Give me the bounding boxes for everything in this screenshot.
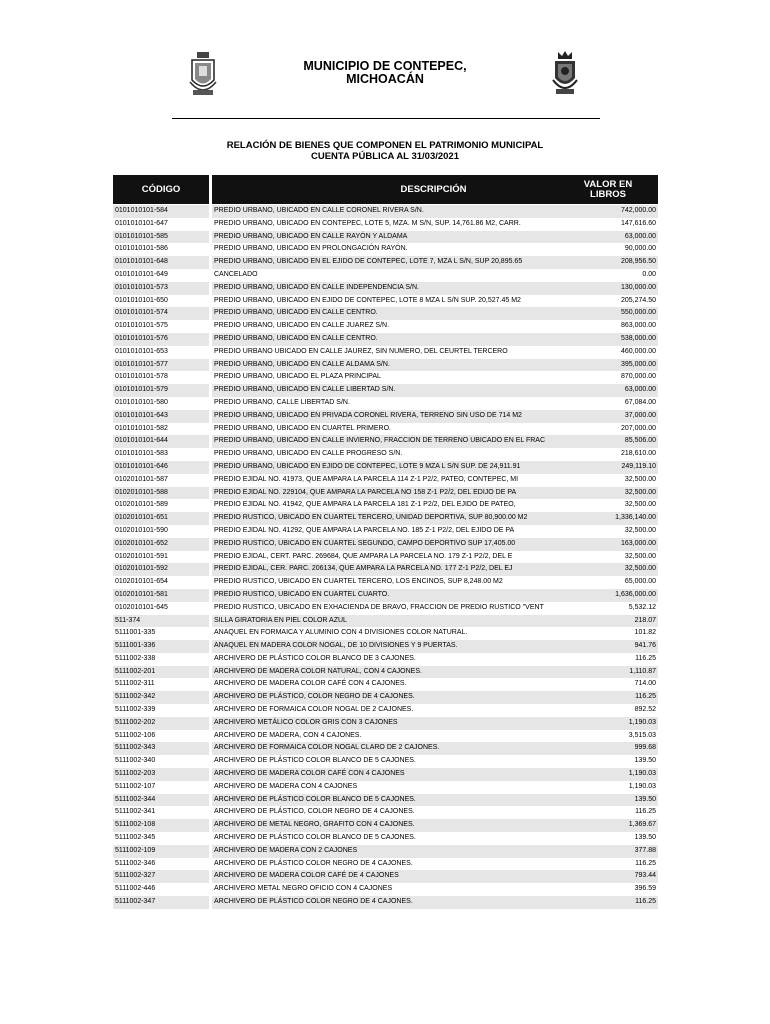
table-row: [113, 602, 658, 615]
row-code: 5111002-347: [113, 896, 209, 909]
table-row: [113, 576, 658, 589]
table-row: [113, 551, 658, 564]
row-code: 0101010101-586: [115, 245, 168, 253]
table-row: [113, 218, 658, 231]
row-code: 0102010101-652: [113, 538, 209, 551]
row-value: 67,084.00: [624, 398, 656, 406]
row-code: 5111002-108: [113, 819, 209, 832]
row-value: 32,500.00: [624, 501, 656, 509]
row-code: 5111002-107: [115, 782, 156, 790]
row-code: 5111001-335: [115, 629, 156, 637]
row-description: PREDIO URBANO, UBICADO EN CALLE RAYÓN Y ALDAMA: [212, 231, 655, 244]
row-code: 0102010101-591: [115, 552, 168, 560]
document-header: [0, 0, 770, 130]
table-row: [113, 525, 658, 538]
row-value: 32,500.00: [624, 475, 656, 483]
row-description: PREDIO URBANO, UBICADO EN CALLE JUAREZ S/N.: [214, 322, 390, 330]
row-description: ARCHIVERO DE MADERA COLOR CAFÉ CON 4 CAJONES.: [214, 680, 407, 688]
row-description: ARCHIVERO DE PLÁSTICO COLOR NEGRO DE 4 CAJONES.: [214, 859, 413, 867]
row-description: ARCHIVERO METÁLICO COLOR GRIS CON 3 CAJONES: [212, 717, 655, 730]
row-value: 63,000.00: [558, 384, 658, 397]
row-value: 116.25: [558, 896, 658, 909]
table-row: [113, 781, 658, 794]
row-code: 0101010101-583: [115, 450, 168, 458]
title-line-2: MICHOACÁN: [346, 72, 424, 86]
row-code: 0101010101-653: [115, 347, 168, 355]
subtitle-line-2: CUENTA PÚBLICA AL 31/03/2021: [311, 151, 459, 162]
table-body: [113, 205, 658, 909]
table-row: [113, 448, 658, 461]
table-row: [113, 410, 658, 423]
row-code: 5111002-342: [113, 691, 209, 704]
row-description: PREDIO URBANO, UBICADO EN CALLE CENTRO.: [212, 307, 655, 320]
column-header-value: [558, 175, 658, 204]
row-code: 0102010101-645: [115, 603, 168, 611]
row-description: ARCHIVERO DE MADERA, CON 4 CAJONES.: [214, 731, 362, 739]
table-row: [113, 730, 658, 743]
row-code: 511-374: [113, 615, 209, 628]
table-row: [113, 653, 658, 666]
row-value: 1,190.03: [628, 782, 656, 790]
row-value: 377.88: [558, 845, 658, 858]
row-value: 32,500.00: [558, 487, 658, 500]
row-code: 0101010101-643: [113, 410, 209, 423]
row-code: 5111002-109: [113, 845, 209, 858]
row-value: 37,000.00: [558, 410, 658, 423]
row-code: 0101010101-576: [113, 333, 209, 346]
table-row: [113, 435, 658, 448]
table-row: [113, 640, 658, 653]
row-code: 5111002-203: [113, 768, 209, 781]
row-code: 0101010101-575: [115, 322, 168, 330]
table-row: [113, 359, 658, 372]
table-row: [113, 806, 658, 819]
row-code: 5111002-346: [115, 859, 156, 867]
subtitle-line-1: RELACIÓN DE BIENES QUE COMPONEN EL PATRIMONIO MUNICIPAL: [226, 140, 544, 151]
row-value: 395,000.00: [558, 359, 658, 372]
row-description: ARCHIVERO DE PLÁSTICO COLOR BLANCO DE 3 CAJONES.: [214, 654, 416, 662]
row-code: 5111002-338: [115, 654, 156, 662]
row-code: 0101010101-644: [113, 435, 209, 448]
row-code: 0101010101-579: [113, 384, 209, 397]
row-description: ARCHIVERO DE PLÁSTICO COLOR BLANCO DE 5 CAJONES.: [214, 757, 416, 765]
row-description: CANCELADO: [214, 270, 258, 278]
row-code: 0101010101-582: [115, 424, 168, 432]
table-row: [113, 845, 658, 858]
row-code: 0102010101-592: [113, 563, 209, 576]
row-code: 0101010101-580: [115, 398, 168, 406]
row-value: 1,369.67: [558, 819, 658, 832]
row-description: ARCHIVERO DE PLÁSTICO, COLOR NEGRO DE 4 CAJONES.: [214, 808, 415, 816]
row-value: 538,000.00: [558, 333, 658, 346]
row-description: ARCHIVERO DE PLÁSTICO, COLOR NEGRO DE 4 CAJONES.: [212, 691, 655, 704]
table-row: [113, 243, 658, 256]
column-header-value-line-1: VALOR EN: [583, 178, 633, 190]
row-value: 65,000.00: [624, 578, 656, 586]
row-value: 460,000.00: [620, 347, 656, 355]
row-code: 5111002-339: [115, 706, 156, 714]
row-value: 218.07: [558, 615, 658, 628]
table-row: [113, 589, 658, 602]
row-description: ARCHIVERO DE PLÁSTICO COLOR BLANCO DE 5 CAJONES.: [212, 794, 655, 807]
row-code: 0101010101-585: [113, 231, 209, 244]
assets-table: [113, 175, 658, 909]
row-description: PREDIO URBANO, UBICADO EN PROLONGACIÓN RAYÓN.: [214, 245, 408, 253]
row-description: ANAQUEL EN FORMAICA Y ALUMINIO CON 4 DIVISIONES COLOR NATURAL.: [214, 629, 468, 637]
table-row: [113, 832, 658, 845]
table-row: [113, 461, 658, 474]
row-description: PREDIO EJIDAL NO. 41942, QUE AMPARA LA PARCELA 181 Z-1 P2/2, DEL EJIDO DE PATEO,: [214, 501, 516, 509]
row-code: 0101010101-646: [113, 461, 209, 474]
row-code: 0101010101-578: [115, 373, 168, 381]
table-row: [113, 320, 658, 333]
row-description: PREDIO URBANO, UBICADO EN CALLE PROGRESO S/N.: [214, 450, 403, 458]
row-description: ARCHIVERO DE FORMAICA COLOR NOGAL DE 2 CAJONES.: [214, 706, 414, 714]
row-value: 1,190.03: [558, 717, 658, 730]
row-value: 207,000.00: [620, 424, 656, 432]
table-row: [113, 397, 658, 410]
table-row: [113, 768, 658, 781]
row-code: 0102010101-581: [113, 589, 209, 602]
row-value: 1,190.03: [558, 768, 658, 781]
table-row: [113, 666, 658, 679]
row-description: PREDIO URBANO, UBICADO EN CALLE CENTRO.: [212, 333, 655, 346]
table-row: [113, 333, 658, 346]
row-value: 139.50: [634, 834, 656, 842]
row-description: PREDIO RUSTICO, UBICADO EN EXHACIENDA DE BRAVO, FRACCION DE PREDIO RUSTICO "VENT: [214, 603, 544, 611]
row-value: 941.76: [558, 640, 658, 653]
row-value: 116.25: [635, 859, 656, 867]
row-value: 32,500.00: [624, 526, 656, 534]
row-description: PREDIO URBANO, CALLE LIBERTAD S/N.: [214, 398, 350, 406]
row-value: 793.44: [558, 870, 658, 883]
row-description: PREDIO EJIDAL, CER. PARC. 206134, QUE AMPARA LA PARCELA NO. 177 Z-1 P2/2, DEL EJ: [212, 563, 655, 576]
document-subtitle: [150, 140, 620, 162]
row-value: 863,000.00: [620, 322, 656, 330]
table-row: [113, 282, 658, 295]
row-code: 0102010101-589: [115, 501, 168, 509]
table-row: [113, 870, 658, 883]
row-value: 116.25: [635, 808, 656, 816]
row-description: ARCHIVERO DE MADERA COLOR CAFÉ CON 4 CAJONES: [212, 768, 655, 781]
row-code: 5111002-311: [115, 680, 155, 688]
table-row: [113, 691, 658, 704]
table-row: [113, 538, 658, 551]
row-value: 139.50: [634, 757, 656, 765]
row-value: 139.50: [558, 794, 658, 807]
table-row: [113, 384, 658, 397]
row-description: ARCHIVERO DE PLÁSTICO COLOR BLANCO DE 5 CAJONES.: [214, 834, 416, 842]
table-row: [113, 883, 658, 896]
row-description: PREDIO EJIDAL NO. 229104, QUE AMPARA LA PARCELA NO 158 Z-1 P2/2, DEL EDIJO DE PA: [212, 487, 655, 500]
row-code: 0101010101-577: [113, 359, 209, 372]
row-value: 1,336,140.00: [558, 512, 658, 525]
table-row: [113, 563, 658, 576]
row-value: 90,000.00: [624, 245, 656, 253]
row-value: 3,515.03: [628, 731, 656, 739]
header-divider: [172, 118, 600, 119]
row-value: 892.52: [634, 706, 656, 714]
row-code: 0102010101-588: [113, 487, 209, 500]
table-row: [113, 346, 658, 359]
row-value: 63,000.00: [558, 231, 658, 244]
row-description: PREDIO EJIDAL NO. 41292, QUE AMPARA LA PARCELA NO. 185 Z-1 P2/2, DEL EJIDO DE PA: [214, 526, 515, 534]
row-value: 32,500.00: [624, 552, 656, 560]
row-value: 116.25: [635, 654, 656, 662]
row-description: PREDIO URBANO, UBICADO EN CALLE INDEPENDENCIA S/N.: [212, 282, 655, 295]
row-description: PREDIO EJIDAL NO. 41973, QUE AMPARA LA PARCELA 114 Z-1 P2/2, PATEO, CONTEPEC, MI: [214, 475, 519, 483]
row-code: 5111002-341: [115, 808, 156, 816]
title-line-1: MUNICIPIO DE CONTEPEC,: [303, 59, 467, 73]
table-row: [113, 678, 658, 691]
row-description: PREDIO RUSTICO, UBICADO EN CUARTEL TERCERO, UNIDAD DEPORTIVA, SUP 80,900.00 M2: [212, 512, 655, 525]
row-description: PREDIO URBANO, UBICADO EN EJIDO DE CONTEPEC, LOTE 8 MZA L S/N SUP. 20,527.45 M2: [214, 296, 521, 304]
table-header: [113, 175, 658, 204]
row-code: 0101010101-647: [115, 219, 168, 227]
column-header-value-line-2: LIBROS: [590, 188, 626, 200]
row-value: 208,956.50: [558, 256, 658, 269]
row-description: PREDIO URBANO, UBICADO EN EJIDO DE CONTEPEC, LOTE 9 MZA L S/N SUP. DE 24,911.91: [212, 461, 655, 474]
row-description: SILLA GIRATORIA EN PIEL COLOR AZUL: [212, 615, 655, 628]
row-code: 0101010101-650: [115, 296, 168, 304]
row-value: 147,616.60: [620, 219, 656, 227]
table-row: [113, 423, 658, 436]
row-code: 5111002-446: [115, 885, 156, 893]
row-description: PREDIO URBANO, UBICADO EN CALLE CORONEL RIVERA S/N.: [212, 205, 655, 218]
row-value: 999.68: [558, 742, 658, 755]
table-row: [113, 474, 658, 487]
row-description: PREDIO URBANO, UBICADO EN PRIVADA CORONEL RIVERA, TERRENO SIN USO DE 714 M2: [212, 410, 655, 423]
row-description: PREDIO URBANO, UBICADO EN EL EJIDO DE CONTEPEC, LOTE 7, MZA L S/N, SUP 20,895.65: [212, 256, 655, 269]
row-description: ARCHIVERO DE MADERA COLOR CAFÉ DE 4 CAJONES: [212, 870, 655, 883]
table-row: [113, 499, 658, 512]
row-value: 1,636,000.00: [558, 589, 658, 602]
row-description: PREDIO URBANO, UBICADO EL PLAZA PRINCIPAL: [214, 373, 381, 381]
row-description: ARCHIVERO DE PLÁSTICO COLOR NEGRO DE 4 CAJONES.: [212, 896, 655, 909]
row-description: PREDIO URBANO, UBICADO EN CALLE INVIERNO, FRACCION DE TERRENO UBICADO EN EL FRAC: [212, 435, 655, 448]
row-value: 130,000.00: [558, 282, 658, 295]
table-row: [113, 307, 658, 320]
row-description: PREDIO RUSTICO, UBICADO EN CUARTEL CUARTO.: [212, 589, 655, 602]
row-code: 5111002-344: [113, 794, 209, 807]
row-code: 5111002-343: [113, 742, 209, 755]
row-value: 32,500.00: [558, 563, 658, 576]
row-code: 0101010101-649: [115, 270, 168, 278]
table-row: [113, 371, 658, 384]
row-description: PREDIO URBANO, UBICADO EN CONTEPEC, LOTE 5, MZA. M S/N, SUP. 14,761.86 M2, CARR.: [214, 219, 521, 227]
row-code: 0102010101-651: [113, 512, 209, 525]
table-row: [113, 295, 658, 308]
row-value: 101.82: [634, 629, 656, 637]
row-value: 742,000.00: [558, 205, 658, 218]
row-code: 5111002-106: [115, 731, 156, 739]
table-row: [113, 896, 658, 909]
row-code: 5111002-327: [113, 870, 209, 883]
row-code: 0102010101-587: [115, 475, 168, 483]
row-description: PREDIO RUSTICO, UBICADO EN CUARTEL TERCERO, LOS ENCINOS, SUP 8,248.00 M2: [214, 578, 503, 586]
table-row: [113, 205, 658, 218]
row-description: PREDIO EJIDAL, CERT. PARC. 269684, QUE AMPARA LA PARCELA NO. 179 Z-1 P2/2, DEL E: [214, 552, 513, 560]
row-code: 5111002-202: [113, 717, 209, 730]
row-value: 714.00: [634, 680, 656, 688]
row-description: ARCHIVERO DE MADERA CON 2 CAJONES: [212, 845, 655, 858]
row-description: PREDIO URBANO, UBICADO EN CUARTEL PRIMERO.: [214, 424, 391, 432]
row-description: ARCHIVERO METAL NEGRO OFICIO CON 4 CAJONES: [214, 885, 393, 893]
row-description: PREDIO URBANO, UBICADO EN CALLE ALDAMA S/N.: [212, 359, 655, 372]
row-description: PREDIO RUSTICO, UBICADO EN CUARTEL SEGUNDO, CAMPO DEPORTIVO SUP 17,405.00: [212, 538, 655, 551]
row-value: 205,274.50: [620, 296, 656, 304]
row-value: 85,506.00: [558, 435, 658, 448]
table-row: [113, 717, 658, 730]
table-row: [113, 704, 658, 717]
column-header-description: DESCRIPCIÓN: [212, 175, 655, 204]
table-row: [113, 256, 658, 269]
row-code: 0101010101-584: [113, 205, 209, 218]
table-row: [113, 512, 658, 525]
table-row: [113, 615, 658, 628]
table-row: [113, 231, 658, 244]
table-row: [113, 269, 658, 282]
row-description: ARCHIVERO DE MADERA COLOR NATURAL, CON 4 CAJONES.: [212, 666, 655, 679]
table-row: [113, 755, 658, 768]
row-description: ARCHIVERO DE METAL NEGRO, GRAFITO CON 4 CAJONES.: [212, 819, 655, 832]
table-row: [113, 858, 658, 871]
row-code: 5111002-340: [115, 757, 156, 765]
row-code: 0101010101-574: [113, 307, 209, 320]
row-description: ARCHIVERO DE FORMAICA COLOR NOGAL CLARO DE 2 CAJONES.: [212, 742, 655, 755]
row-description: ANAQUEL EN MADERA COLOR NOGAL, DE 10 DIVISIONES Y 9 PUERTAS.: [212, 640, 655, 653]
row-value: 870,000.00: [620, 373, 656, 381]
row-code: 5111002-201: [113, 666, 209, 679]
table-row: [113, 794, 658, 807]
row-code: 5111002-345: [115, 834, 156, 842]
row-value: 116.25: [558, 691, 658, 704]
row-value: 1,110.87: [558, 666, 658, 679]
table-row: [113, 487, 658, 500]
row-description: PREDIO URBANO UBICADO EN CALLE JAUREZ, SIN NUMERO, DEL CEURTEL TERCERO: [214, 347, 508, 355]
row-value: 550,000.00: [558, 307, 658, 320]
row-description: PREDIO URBANO, UBICADO EN CALLE LIBERTAD S/N.: [212, 384, 655, 397]
row-value: 0.00: [642, 270, 656, 278]
row-code: 0102010101-590: [115, 526, 168, 534]
table-row: [113, 742, 658, 755]
row-code: 0101010101-573: [113, 282, 209, 295]
row-value: 396.59: [634, 885, 656, 893]
row-value: 163,000.00: [558, 538, 658, 551]
row-value: 5,532.12: [628, 603, 656, 611]
row-value: 249,119.10: [558, 461, 658, 474]
row-code: 0101010101-648: [113, 256, 209, 269]
row-value: 218,610.00: [620, 450, 656, 458]
document-title: [200, 60, 570, 86]
row-code: 5111001-336: [113, 640, 209, 653]
table-row: [113, 627, 658, 640]
column-header-code: CÓDIGO: [113, 175, 209, 204]
row-description: ARCHIVERO DE MADERA CON 4 CAJONES: [214, 782, 358, 790]
row-code: 0102010101-654: [115, 578, 168, 586]
table-row: [113, 819, 658, 832]
